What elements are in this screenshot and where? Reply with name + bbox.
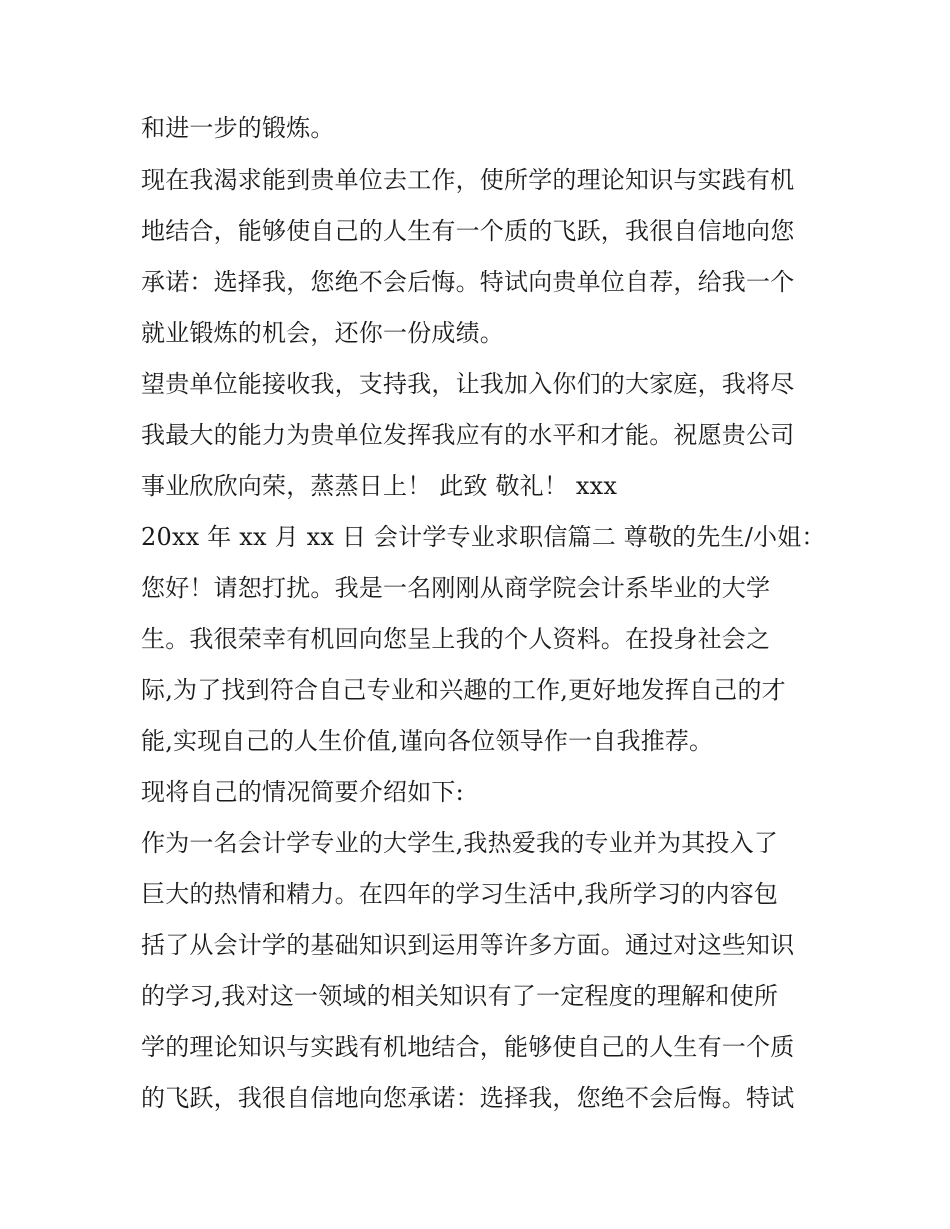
text-line: 现在我渴求能到贵单位去工作，使所学的理论知识与实践有机 — [141, 166, 795, 194]
text-line: 学的理论知识与实践有机地结合，能够使自己的人生有一个质 — [141, 1033, 795, 1061]
text-line: 能,实现自己的人生价值,谨向各位领导作一自我推荐。 — [141, 727, 714, 755]
text-line: 的飞跃，我很自信地向您承诺：选择我，您绝不会后悔。特试 — [141, 1084, 795, 1112]
text-line: 巨大的热情和精力。在四年的学习生活中,我所学习的内容包 — [141, 880, 779, 908]
text-line: 括了从会计学的基础知识到运用等许多方面。通过对这些知识 — [141, 931, 795, 959]
text-line: 地结合，能够使自己的人生有一个质的飞跃，我很自信地向您 — [141, 217, 795, 245]
text-line: 和进一步的锻炼。 — [141, 114, 335, 142]
text-line: 生。我很荣幸有机回向您呈上我的个人资料。在投身社会之 — [141, 625, 771, 653]
text-line: 作为一名会计学专业的大学生,我热爱我的专业并为其投入了 — [141, 829, 779, 857]
text-line: 就业锻炼的机会，还你一份成绩。 — [141, 319, 504, 347]
text-line: 您好！请恕打扰。我是一名刚刚从商学院会计系毕业的大学 — [141, 574, 771, 602]
text-line: 事业欣欣向荣，蒸蒸日上！ 此致 敬礼！ xxx — [141, 472, 618, 500]
text-line: 望贵单位能接收我，支持我，让我加入你们的大家庭，我将尽 — [141, 370, 795, 398]
text-line: 现将自己的情况简要介绍如下: — [141, 778, 464, 806]
text-line: 我最大的能力为贵单位发挥我应有的水平和才能。祝愿贵公司 — [141, 421, 795, 449]
text-line: 承诺：选择我，您绝不会后悔。特试向贵单位自荐，给我一个 — [141, 268, 795, 296]
text-line: 际,为了找到符合自己专业和兴趣的工作,更好地发挥自己的才 — [141, 676, 786, 704]
text-line: 的学习,我对这一领域的相关知识有了一定程度的理解和使所 — [141, 982, 779, 1010]
text-line: 20xx 年 xx 月 xx 日 会计学专业求职信篇二 尊敬的先生/小姐： — [141, 523, 826, 551]
